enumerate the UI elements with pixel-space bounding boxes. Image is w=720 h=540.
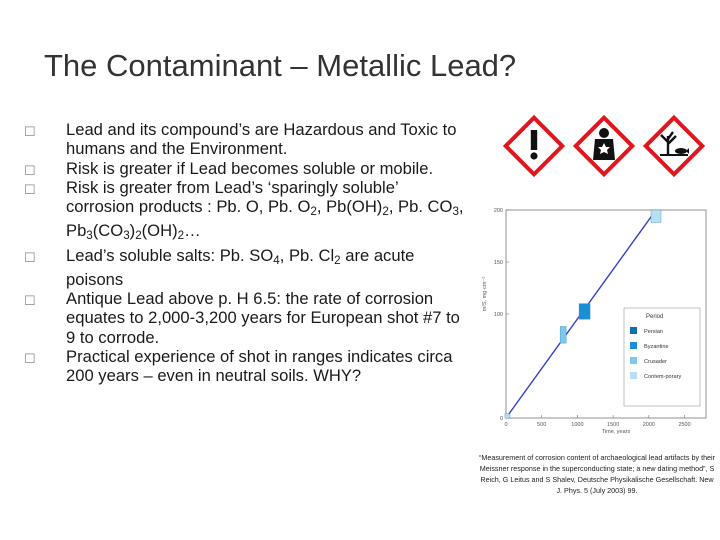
- x-tick-label: 1000: [571, 422, 584, 428]
- bullet-text: Risk is greater if Lead becomes soluble or mobile.: [66, 158, 434, 178]
- x-tick-label: 2000: [642, 422, 655, 428]
- x-axis-label: Time, years: [601, 429, 631, 434]
- environment-hazard-icon: [646, 118, 703, 175]
- subscript-text: 2: [135, 229, 142, 243]
- bullet-list: [24, 120, 464, 386]
- range-bar: [560, 326, 566, 343]
- bullet-marker: ☐: [24, 249, 36, 265]
- bullet-text: are acute poisons: [66, 245, 415, 289]
- subscript-text: 2: [310, 205, 317, 219]
- bullet-marker: ☐: [24, 293, 36, 309]
- legend-swatch: [630, 357, 637, 364]
- bullet-text: , Pb(OH): [316, 197, 383, 217]
- bullet-item: [24, 289, 464, 347]
- legend-swatch: [630, 372, 637, 379]
- legend-swatch: [630, 342, 637, 349]
- y-tick-label: 0: [499, 416, 503, 422]
- bullet-marker: ☐: [24, 124, 36, 139]
- bullet-marker: ☐: [24, 181, 36, 197]
- legend-label: Persian: [644, 329, 663, 335]
- bullet-text: , Pb: [66, 197, 464, 241]
- x-tick-label: 0: [504, 422, 508, 428]
- legend-swatch: [630, 327, 637, 334]
- bullet-text: Lead and its compound’s are Hazardous and Toxic to humans and the Environment.: [66, 120, 457, 159]
- subscript-text: 2: [177, 229, 185, 243]
- legend-label: Contem-porary: [644, 374, 682, 380]
- range-bar: [505, 414, 510, 418]
- bullet-marker: ☐: [24, 350, 36, 366]
- bullet-item: [24, 347, 464, 386]
- health-hazard-icon: [576, 118, 633, 175]
- bullet-text: , Pb. Cl: [279, 245, 335, 265]
- bullet-text: , Pb. CO: [388, 197, 453, 217]
- bullet-text: ): [129, 221, 136, 241]
- bullet-text: Practical experience of shot in ranges indicates circa 200 years – even in neutral soils. WHY?: [66, 346, 453, 386]
- y-tick-label: 100: [493, 312, 503, 318]
- x-tick-label: 1500: [607, 422, 620, 428]
- bullet-marker: ☐: [24, 162, 36, 178]
- x-tick-label: 500: [537, 422, 547, 428]
- bullet-text: Lead’s soluble salts: Pb. SO: [66, 245, 274, 265]
- legend-label: Crusader: [644, 359, 668, 365]
- range-bar: [579, 304, 590, 320]
- y-tick-label: 150: [493, 260, 503, 266]
- bullet-item: [24, 246, 464, 289]
- exclamation-mark-icon: [506, 118, 563, 175]
- bullet-text: (OH): [141, 221, 178, 241]
- figure-caption: “Measurement of corrosion content of archaeological lead artifacts by their Meissner response in the superconducting state; a new dating method”, S Reich, G Leitus and S Shalev, Deutsche Physikalische Gesellschaft. New J. Phys. 5 (July 2003) 99.: [478, 453, 716, 495]
- bullet-text: Risk is greater from Lead’s ‘sparingly soluble’ corrosion products : Pb. O, Pb. O: [66, 177, 399, 217]
- bullet-item: [24, 120, 464, 159]
- y-axis-label: m/S, mg·cm⁻²: [482, 276, 488, 312]
- y-tick-label: 200: [493, 208, 503, 214]
- legend-title: Period: [646, 314, 664, 320]
- subscript-text: 3: [123, 229, 130, 243]
- subscript-text: 2: [334, 253, 341, 267]
- corrosion-chart: [474, 198, 720, 434]
- bullet-item: [24, 178, 464, 246]
- hazard-pictograms: [490, 115, 720, 177]
- bullet-text: (CO: [92, 221, 124, 241]
- bullet-item: [24, 159, 464, 178]
- range-bar: [651, 210, 661, 222]
- legend-label: Byzantine: [644, 344, 669, 350]
- subscript-text: 4: [273, 253, 280, 267]
- subscript-text: 3: [452, 205, 459, 219]
- subscript-text: 2: [382, 205, 389, 219]
- bullet-text: …: [184, 221, 201, 241]
- slide-title: The Contaminant – Metallic Lead?: [44, 48, 517, 83]
- subscript-text: 3: [86, 229, 93, 243]
- bullet-text: Antique Lead above p. H 6.5: the rate of corrosion equates to 2,000-3,200 years for European shot #7 to 9 to corrode.: [66, 289, 460, 347]
- x-tick-label: 2500: [678, 422, 691, 428]
